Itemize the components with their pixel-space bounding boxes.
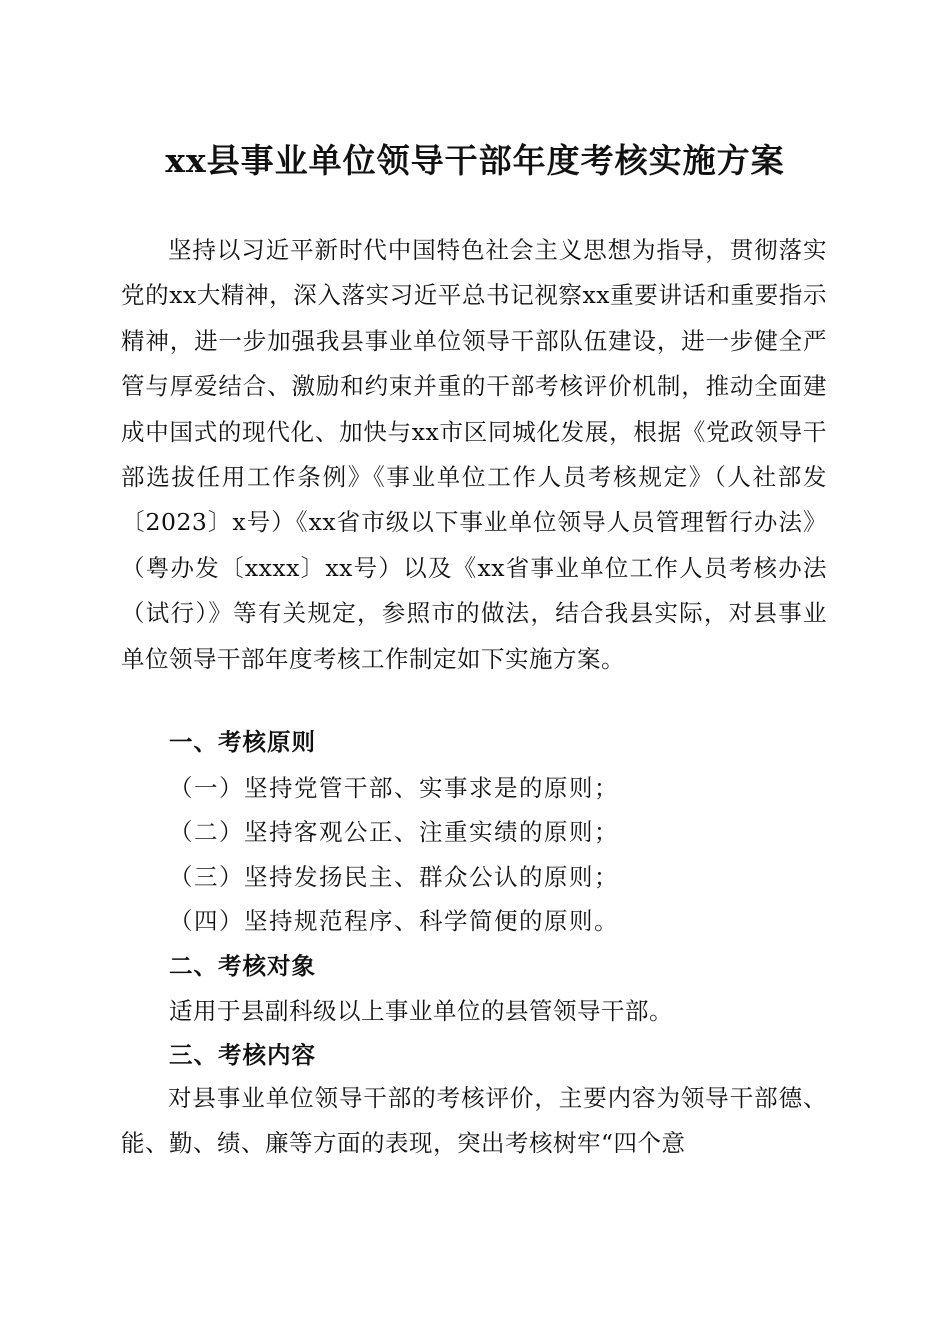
section-heading-content: 三、考核内容 bbox=[169, 1041, 316, 1069]
principle-item-4: （四）坚持规范程序、科学简便的原则。 bbox=[169, 907, 619, 935]
section-heading-targets: 二、考核对象 bbox=[169, 952, 316, 980]
intro-paragraph: 坚持以习近平新时代中国特色社会主义思想为指导，贯彻落实党的xx大精神，深入落实习近平总书记视察xx重要讲话和重要指示精神，进一步加强我县事业单位领导干部队伍建设，进一步健全严管与厚爱结合、激励和约束并重的干部考核评价机制，推动全面建成中国式的现代化、加快与xx市区同城化发展，根据《党政领导干部选拔任用工作条例》《事业单位工作人员考核规定》（人社部发〔2023〕x号）《xx省市级以下事业单位领导人员管理暂行办法》（粤办发〔xxxx〕xx号）以及《xx省事业单位工作人员考核办法（试行）》等有关规定，参照市的做法，结合我县实际，对县事业单位领导干部年度考核工作制定如下实施方案。 bbox=[121, 236, 827, 673]
targets-text: 适用于县副科级以上事业单位的县管领导干部。 bbox=[169, 997, 673, 1025]
principle-item-2: （二）坚持客观公正、注重实绩的原则； bbox=[169, 818, 619, 846]
principle-item-3: （三）坚持发扬民主、群众公认的原则； bbox=[169, 863, 619, 891]
document-title: xx县事业单位领导干部年度考核实施方案 bbox=[165, 141, 785, 180]
section-heading-principles: 一、考核原则 bbox=[169, 728, 316, 756]
content-paragraph: 对县事业单位领导干部的考核评价，主要内容为领导干部德、能、勤、绩、廉等方面的表现，突出考核树牢“四个意 bbox=[121, 1084, 827, 1158]
principle-item-1: （一）坚持党管干部、实事求是的原则； bbox=[169, 774, 619, 802]
